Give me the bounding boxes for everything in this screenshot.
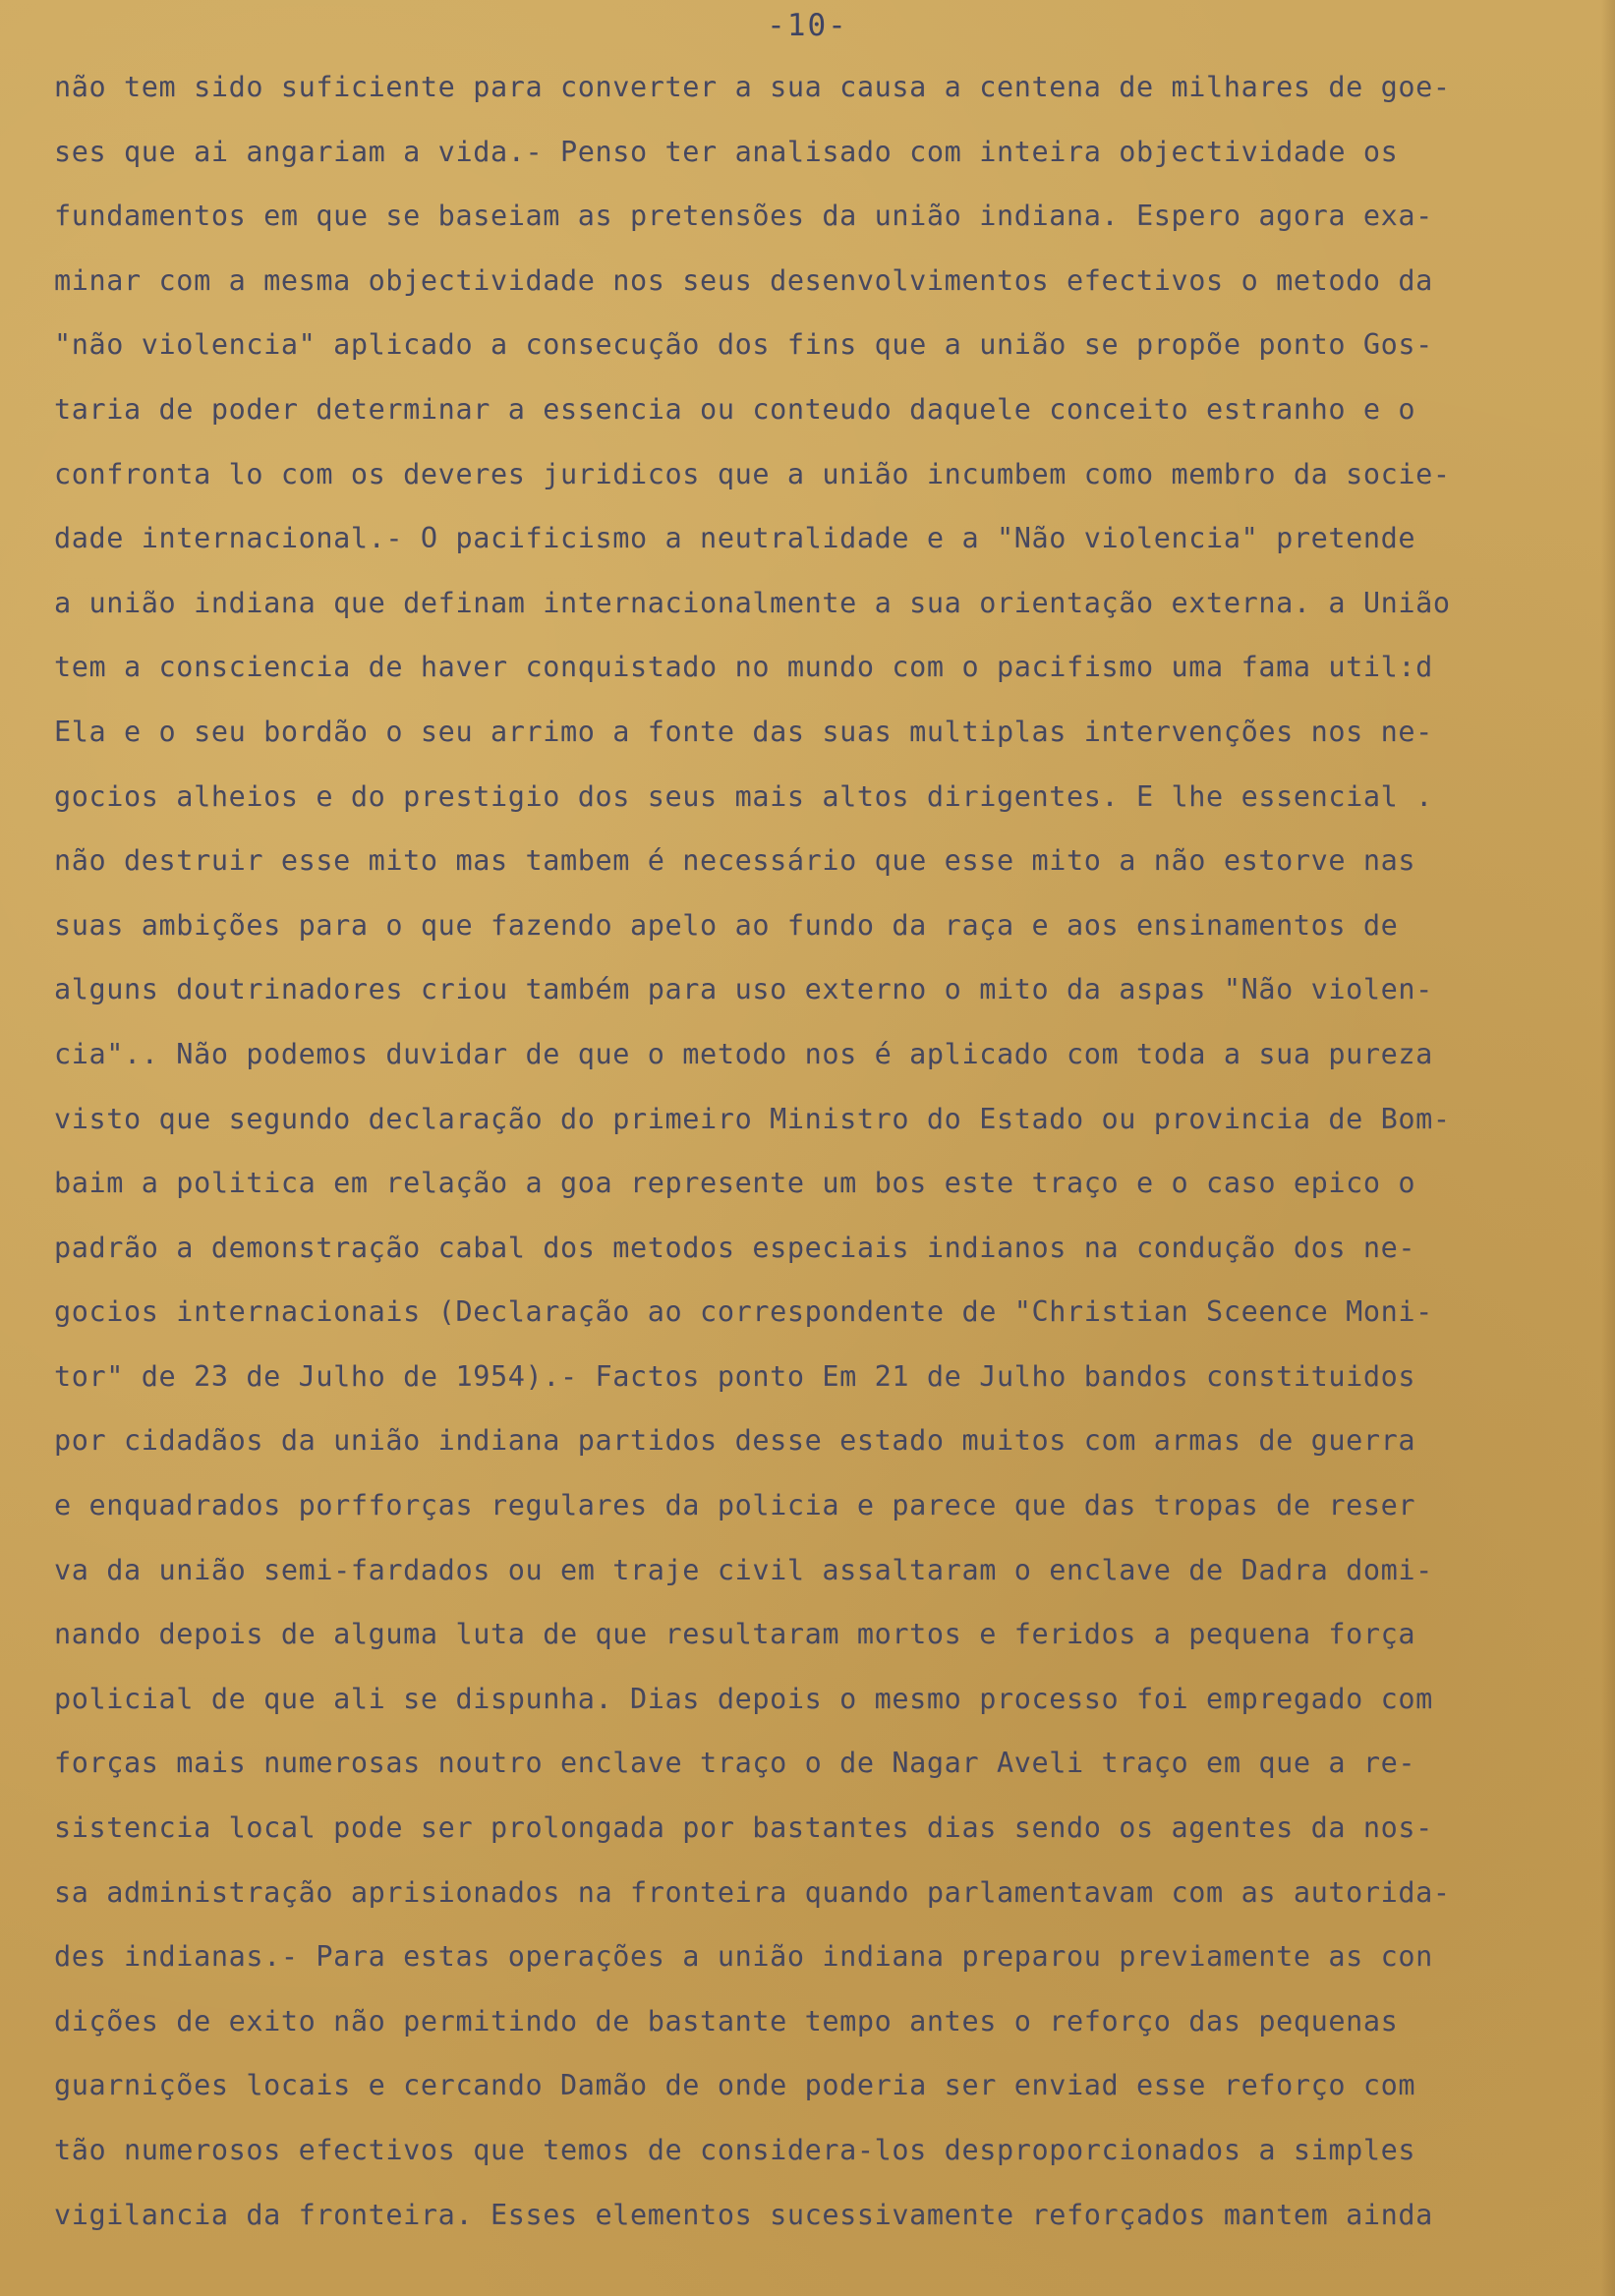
text-line: sistencia local pode ser prolongada por bastantes dias sendo os agentes da nos- — [54, 1811, 1433, 1845]
page-number: -10- — [767, 8, 848, 43]
text-line: padrão a demonstração cabal dos metodos especiais indianos na condução dos ne- — [54, 1231, 1416, 1264]
text-line: nando depois de alguma luta de que resultaram mortos e feridos a pequena força — [54, 1618, 1416, 1651]
text-line: dições de exito não permitindo de bastante tempo antes o reforço das pequenas — [54, 2004, 1399, 2038]
text-line: fundamentos em que se baseiam as pretensões da união indiana. Espero agora exa- — [54, 200, 1433, 233]
text-line: dade internacional.- O pacificismo a neutralidade e a "Não violencia" pretende — [54, 522, 1416, 555]
text-line: taria de poder determinar a essencia ou conteudo daquele conceito estranho e o — [54, 392, 1416, 426]
typed-text-body — [54, 67, 1587, 2259]
text-line: minar com a mesma objectividade nos seus desenvolvimentos efectivos o metodo da — [54, 263, 1433, 297]
text-line: sa administração aprisionados na fronteira quando parlamentavam com as autorida- — [54, 1875, 1451, 1909]
text-line: por cidadãos da união indiana partidos desse estado muitos com armas de guerra — [54, 1424, 1416, 1458]
text-line: tor" de 23 de Julho de 1954).- Factos ponto Em 21 de Julho bandos constituidos — [54, 1359, 1416, 1393]
text-line: gocios internacionais (Declaração ao correspondente de "Christian Sceence Moni- — [54, 1295, 1433, 1329]
text-line: não tem sido suficiente para converter a sua causa a centena de milhares de goe- — [54, 71, 1451, 103]
text-line: gocios alheios e do prestigio dos seus mais altos dirigentes. E lhe essencial . — [54, 779, 1433, 813]
text-line: e enquadrados porfforças regulares da policia e parece que das tropas de reser — [54, 1489, 1416, 1522]
text-line: tão numerosos efectivos que temos de considera-los desproporcionados a simples — [54, 2134, 1416, 2166]
text-line: des indianas.- Para estas operações a união indiana preparou previamente as con — [54, 1940, 1433, 1974]
text-line: suas ambições para o que fazendo apelo ao fundo da raça e aos ensinamentos de — [54, 908, 1399, 942]
text-line: ses que ai angariam a vida.- Penso ter analisado com inteira objectividade os — [54, 135, 1399, 168]
text-line: policial de que ali se dispunha. Dias depois o mesmo processo foi empregado com — [54, 1682, 1433, 1715]
text-line: não destruir esse mito mas tambem é necessário que esse mito a não estorve nas — [54, 844, 1416, 878]
text-line: guarnições locais e cercando Damão de onde poderia ser enviad esse reforço com — [54, 2069, 1416, 2102]
text-line: confronta lo com os deveres juridicos que a união incumbem como membro da socie- — [54, 457, 1451, 490]
paper-edge-shadow — [1601, 0, 1615, 2296]
text-line: a união indiana que definam internacionalmente a sua orientação externa. a União — [54, 586, 1451, 619]
text-line: va da união semi-fardados ou em traje civil assaltaram o enclave de Dadra domi- — [54, 1553, 1433, 1586]
text-line: forças mais numerosas noutro enclave traço o de Nagar Aveli traço em que a re- — [54, 1747, 1416, 1780]
text-line: Ela e o seu bordão o seu arrimo a fonte das suas multiplas intervenções nos ne- — [54, 715, 1433, 748]
text-line: vigilancia da fronteira. Esses elementos sucessivamente reforçados mantem ainda — [54, 2198, 1433, 2231]
text-line: alguns doutrinadores criou também para uso externo o mito da aspas "Não violen- — [54, 973, 1433, 1006]
text-line: tem a consciencia de haver conquistado no mundo com o pacifismo uma fama util:d — [54, 651, 1433, 684]
text-line: visto que segundo declaração do primeiro Ministro do Estado ou provincia de Bom- — [54, 1102, 1451, 1135]
text-line: cia".. Não podemos duvidar de que o metodo nos é aplicado com toda a sua pureza — [54, 1037, 1433, 1070]
text-line: baim a politica em relação a goa represente um bos este traço e o caso epico o — [54, 1167, 1416, 1200]
text-line: "não violencia" aplicado a consecução dos fins que a união se propõe ponto Gos- — [54, 328, 1433, 362]
